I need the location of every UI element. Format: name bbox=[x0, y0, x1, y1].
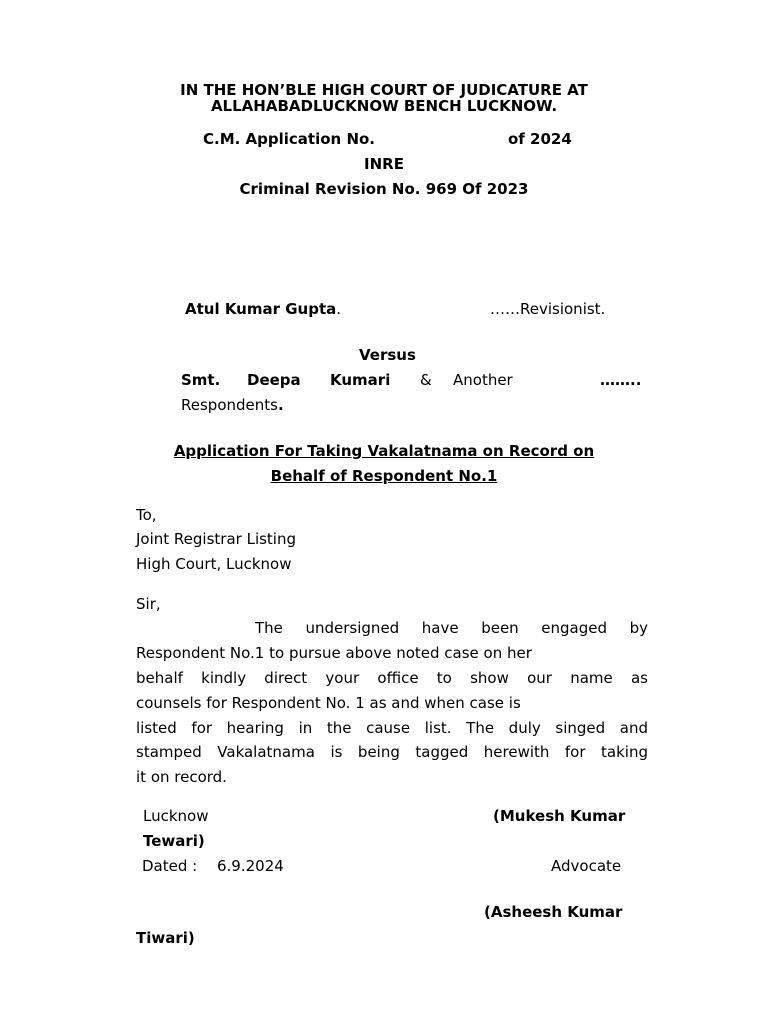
application-title-line-2: Behalf of Respondent No.1 bbox=[270, 467, 498, 485]
respondent-name-part-2: Deepa bbox=[247, 371, 301, 389]
inre-label: INRE bbox=[364, 155, 404, 173]
revisionist-name: Atul Kumar Gupta bbox=[185, 300, 337, 318]
application-no-label: C.M. Application No. bbox=[203, 130, 376, 148]
revisionist-role: ……Revisionist. bbox=[490, 300, 606, 318]
revisionist-suffix: . bbox=[336, 300, 342, 318]
place-lucknow: Lucknow bbox=[143, 807, 209, 825]
respondent-another: Another bbox=[453, 371, 513, 389]
address-to: To, bbox=[136, 506, 157, 524]
dated-label: Dated : bbox=[142, 857, 198, 875]
body-line-5: listed for hearing in the cause list. The duly singed and bbox=[136, 719, 648, 737]
respondent-name-part-3: Kumari bbox=[330, 371, 391, 389]
respondent-role-line bbox=[181, 398, 284, 413]
body-line-6: stamped Vakalatnama is being tagged herewith for taking bbox=[136, 743, 648, 761]
advocate-2-name-line-1: (Asheesh Kumar bbox=[484, 903, 623, 921]
advocate-1-name-line-1: (Mukesh Kumar bbox=[493, 807, 626, 825]
body-line-2: Respondent No.1 to pursue above noted case on her bbox=[136, 644, 532, 662]
address-court: High Court, Lucknow bbox=[136, 555, 292, 573]
revisionist-line bbox=[185, 302, 341, 317]
body-line-4: counsels for Respondent No. 1 as and when case is bbox=[136, 694, 521, 712]
application-title-line-1: Application For Taking Vakalatnama on Record on bbox=[173, 442, 595, 460]
dated-value: 6.9.2024 bbox=[217, 857, 284, 875]
advocate-1-name-line-2: Tewari) bbox=[143, 832, 205, 850]
address-recipient: Joint Registrar Listing bbox=[136, 530, 296, 548]
respondent-ampersand: & bbox=[420, 371, 432, 389]
respondent-dots: …….. bbox=[600, 371, 642, 389]
court-heading-line-2: ALLAHABADLUCKNOW BENCH LUCKNOW. bbox=[210, 97, 558, 115]
body-line-7: it on record. bbox=[136, 768, 227, 786]
advocate-title: Advocate bbox=[551, 857, 622, 875]
respondent-role-suffix: . bbox=[277, 396, 284, 414]
body-line-1: The undersigned have been engaged by bbox=[255, 619, 648, 637]
advocate-2-name-line-2: Tiwari) bbox=[136, 929, 195, 947]
salutation: Sir, bbox=[136, 595, 161, 613]
criminal-revision-number: Criminal Revision No. 969 Of 2023 bbox=[239, 180, 529, 198]
court-heading-line-1: IN THE HON’BLE HIGH COURT OF JUDICATURE AT bbox=[180, 81, 588, 99]
versus-label: Versus bbox=[359, 346, 416, 364]
application-year: of 2024 bbox=[508, 130, 572, 148]
respondent-name-part-1: Smt. bbox=[181, 371, 221, 389]
body-line-3: behalf kindly direct your office to show our name as bbox=[136, 669, 648, 687]
respondent-role: Respondents bbox=[181, 396, 278, 414]
